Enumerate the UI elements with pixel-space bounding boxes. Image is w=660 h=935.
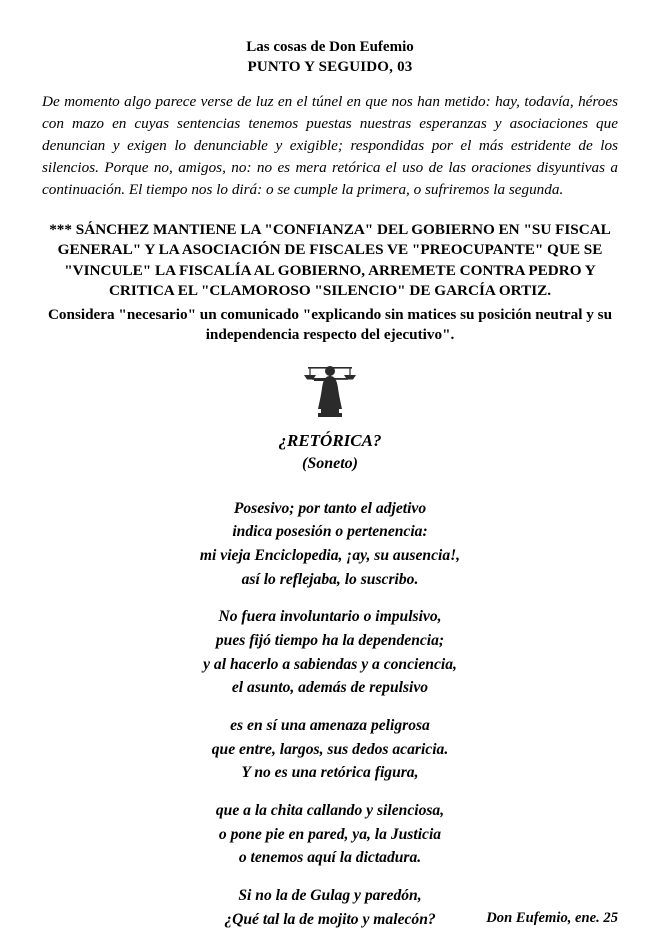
poem-stanza: [42, 497, 618, 592]
poem-line: mi vieja Enciclopedia, ¡ay, su ausencia!,: [199, 546, 461, 564]
headline-sub: Considera "necesario" un comunicado "explicando sin matices su posición neutral y su independencia respecto del ejecutivo".: [47, 305, 613, 344]
poem-line: el asunto, además de repulsivo: [231, 679, 429, 697]
document-header: [42, 38, 618, 78]
poem-form: (Soneto): [302, 454, 358, 472]
poem-line: que a la chita callando y silenciosa,: [215, 802, 445, 820]
poem-line: indica posesión o pertenencia:: [232, 523, 428, 541]
poem-line: o tenemos aquí la dictadura.: [238, 849, 422, 867]
poem-stanza: [42, 605, 618, 700]
poem-stanza: [42, 799, 618, 870]
header-title: Las cosas de Don Eufemio: [246, 39, 414, 55]
header-subtitle: PUNTO Y SEGUIDO, 03: [247, 58, 413, 75]
poem-title-block: [42, 430, 618, 475]
poem-line: ¿Qué tal la de mojito y malecón?: [224, 910, 436, 928]
poem-line: No fuera involuntario o impulsivo,: [218, 608, 442, 626]
poem-line: y al hacerlo a sabiendas y a conciencia,: [203, 655, 457, 673]
headline-main: *** SÁNCHEZ MANTIENE LA "CONFIANZA" DEL GOBIERNO EN "SU FISCAL GENERAL" Y LA ASOCIACIÓN DE FISCALES VE "PREOCUPANTE" QUE SE "VINCULE" LA FISCALÍA AL GOBIERNO, ARREMETE CONTRA PEDRO Y CRITICA EL "CLAMOROSO "SILENCIO" DE GARCÍA ORTIZ.: [49, 220, 611, 300]
poem-line: así lo reflejaba, lo suscribo.: [241, 570, 419, 588]
poem-line: o pone pie en pared, ya, la Justicia: [218, 825, 442, 843]
poem-stanza: [42, 714, 618, 785]
poem-line: pues fijó tiempo ha la dependencia;: [215, 631, 445, 649]
poem-line: Si no la de Gulag y paredón,: [238, 887, 422, 905]
poem-line: Y no es una retórica figura,: [241, 764, 419, 782]
poem-line: que entre, largos, sus dedos acaricia.: [211, 740, 449, 758]
poem-body: [42, 497, 618, 932]
poem-title: ¿RETÓRICA?: [278, 430, 382, 450]
poem-line: es en sí una amenaza peligrosa: [230, 717, 430, 735]
author-signature: Don Eufemio, ene. 25: [486, 910, 618, 926]
news-headline: [42, 220, 618, 346]
lady-justice-scales-icon: [298, 358, 362, 420]
poem-line: Posesivo; por tanto el adjetivo: [233, 499, 427, 517]
intro-paragraph: De momento algo parece verse de luz en el túnel en que nos han metido: hay, todavía, héroes con mazo en cuyas sentencias tenemos puestas nuestras esperanzas y asociaciones que denuncian y exigen lo denunciable y exigible; respondidas por el más estridente de los silencios. Porque no, amigos, no: no es mera retórica el uso de las oraciones disyuntivas a continuación. El tiempo nos lo dirá: o se cumple la primera, o sufriremos la segunda.: [42, 92, 618, 199]
